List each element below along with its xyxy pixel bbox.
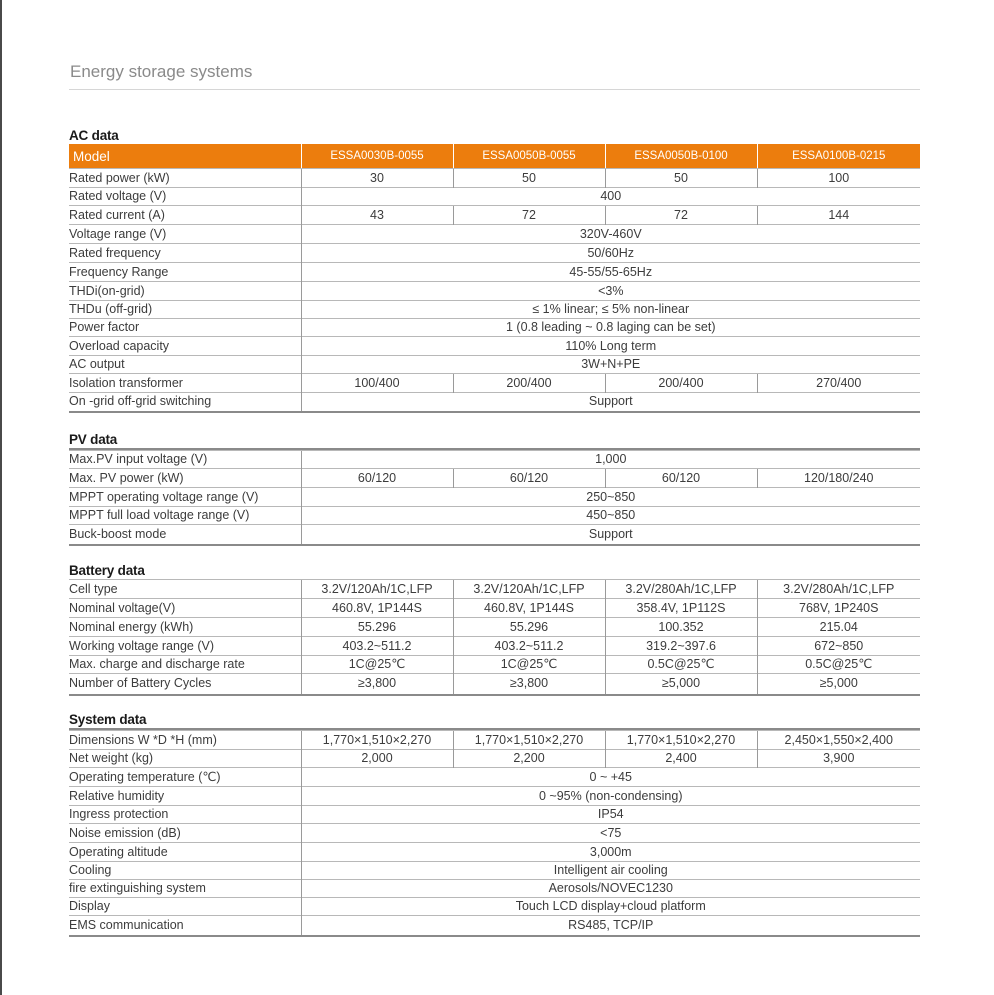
spec-value: 2,200: [453, 750, 605, 768]
spec-row: [69, 768, 920, 787]
spec-label: Operating altitude: [69, 843, 301, 862]
spec-label: Rated power (kW): [69, 169, 301, 188]
spec-value: ≥5,000: [605, 674, 757, 694]
ac-data-section: [69, 128, 920, 413]
spec-value: 0.5C@25℃: [605, 656, 757, 674]
spec-value: 45-55/55-65Hz: [301, 263, 920, 282]
spec-row: [69, 618, 920, 637]
spec-value: Touch LCD display+cloud platform: [301, 898, 920, 916]
spec-value: 30: [301, 169, 453, 188]
spec-label: Nominal energy (kWh): [69, 618, 301, 637]
spec-row: [69, 599, 920, 618]
title-divider: [69, 89, 920, 90]
ac-data-rows: [69, 168, 920, 411]
spec-label: Relative humidity: [69, 787, 301, 806]
spec-value: 144: [757, 206, 920, 225]
spec-row: [69, 916, 920, 935]
spec-value: 200/400: [605, 374, 757, 393]
spec-label: On -grid off-grid switching: [69, 393, 301, 411]
spec-value: 55.296: [301, 618, 453, 637]
spec-value: 1,000: [301, 451, 920, 469]
spec-label: Dimensions W *D *H (mm): [69, 731, 301, 750]
spec-value: 3.2V/120Ah/1C,LFP: [453, 580, 605, 599]
spec-row: [69, 337, 920, 356]
spec-value: 450~850: [301, 507, 920, 525]
spec-value: 3,900: [757, 750, 920, 768]
spec-row: [69, 880, 920, 898]
spec-value: <75: [301, 824, 920, 843]
spec-value: 2,450×1,550×2,400: [757, 731, 920, 750]
ac-data-table: [69, 144, 920, 168]
spec-label: Rated frequency: [69, 244, 301, 263]
spec-value: 320V-460V: [301, 225, 920, 244]
spec-value: 50: [605, 169, 757, 188]
spec-label: Operating temperature (℃): [69, 768, 301, 787]
spec-value: 672~850: [757, 637, 920, 656]
spec-value: Support: [301, 393, 920, 411]
spec-row: [69, 862, 920, 880]
spec-label: Display: [69, 898, 301, 916]
spec-label: MPPT operating voltage range (V): [69, 488, 301, 507]
spec-row: [69, 451, 920, 469]
spec-label: THDi(on-grid): [69, 282, 301, 301]
spec-label: Number of Battery Cycles: [69, 674, 301, 694]
spec-row: [69, 580, 920, 599]
spec-label: fire extinguishing system: [69, 880, 301, 898]
spec-row: [69, 787, 920, 806]
spec-value: 768V, 1P240S: [757, 599, 920, 618]
spec-row: [69, 469, 920, 488]
spec-value: 1,770×1,510×2,270: [605, 731, 757, 750]
spec-label: Ingress protection: [69, 806, 301, 824]
spec-label: Rated voltage (V): [69, 188, 301, 206]
spec-value: 60/120: [453, 469, 605, 488]
spec-value: IP54: [301, 806, 920, 824]
spec-row: [69, 244, 920, 263]
spec-label: Frequency Range: [69, 263, 301, 282]
spec-label: Isolation transformer: [69, 374, 301, 393]
spec-value: 60/120: [605, 469, 757, 488]
spec-value: 55.296: [453, 618, 605, 637]
spec-value: 110% Long term: [301, 337, 920, 356]
spec-value: Support: [301, 525, 920, 544]
spec-label: MPPT full load voltage range (V): [69, 507, 301, 525]
spec-value: 250~850: [301, 488, 920, 507]
spec-value: 100.352: [605, 618, 757, 637]
spec-row: [69, 843, 920, 862]
section-bottom-rule: [69, 694, 920, 696]
spec-value: 2,000: [301, 750, 453, 768]
model-header-row: [69, 144, 920, 168]
section-title: System data: [69, 712, 147, 727]
spec-label: Voltage range (V): [69, 225, 301, 244]
battery-data-rows: [69, 579, 920, 694]
spec-value: 60/120: [301, 469, 453, 488]
spec-label: Max. PV power (kW): [69, 469, 301, 488]
spec-value: 50/60Hz: [301, 244, 920, 263]
section-title: AC data: [69, 128, 119, 143]
section-bottom-rule: [69, 935, 920, 937]
model-name: ESSA0050B-0055: [453, 144, 605, 168]
spec-row: [69, 188, 920, 206]
spec-row: [69, 356, 920, 374]
spec-value: Aerosols/NOVEC1230: [301, 880, 920, 898]
spec-value: ≥3,800: [301, 674, 453, 694]
spec-value: 43: [301, 206, 453, 225]
spec-value: 120/180/240: [757, 469, 920, 488]
spec-value: 1,770×1,510×2,270: [301, 731, 453, 750]
section-title: Battery data: [69, 563, 145, 578]
spec-value: 319.2~397.6: [605, 637, 757, 656]
spec-value: 3.2V/120Ah/1C,LFP: [301, 580, 453, 599]
spec-value: 50: [453, 169, 605, 188]
spec-value: 100/400: [301, 374, 453, 393]
spec-value: 0 ~ +45: [301, 768, 920, 787]
spec-label: Nominal voltage(V): [69, 599, 301, 618]
spec-value: ≥3,800: [453, 674, 605, 694]
spec-value: 1C@25℃: [453, 656, 605, 674]
spec-label: THDu (off-grid): [69, 301, 301, 319]
spec-label: Overload capacity: [69, 337, 301, 356]
spec-row: [69, 282, 920, 301]
spec-value: <3%: [301, 282, 920, 301]
page-title: Energy storage systems: [70, 62, 253, 81]
spec-row: [69, 731, 920, 750]
spec-value: 100: [757, 169, 920, 188]
spec-value: 460.8V, 1P144S: [453, 599, 605, 618]
spec-row: [69, 750, 920, 768]
spec-row: [69, 898, 920, 916]
section-bottom-rule: [69, 411, 920, 413]
spec-row: [69, 507, 920, 525]
section-bottom-rule: [69, 544, 920, 546]
battery-data-section: [69, 563, 920, 696]
spec-value: 3,000m: [301, 843, 920, 862]
pv-data-rows: [69, 450, 920, 544]
spec-value: 403.2~511.2: [301, 637, 453, 656]
spec-row: [69, 637, 920, 656]
system-data-section: [69, 712, 920, 937]
spec-value: 72: [453, 206, 605, 225]
spec-row: [69, 525, 920, 544]
spec-row: [69, 488, 920, 507]
spec-value: 3.2V/280Ah/1C,LFP: [605, 580, 757, 599]
spec-row: [69, 319, 920, 337]
spec-row: [69, 225, 920, 244]
spec-label: Noise emission (dB): [69, 824, 301, 843]
spec-value: 3.2V/280Ah/1C,LFP: [757, 580, 920, 599]
spec-value: Intelligent air cooling: [301, 862, 920, 880]
spec-value: 1 (0.8 leading ~ 0.8 laging can be set): [301, 319, 920, 337]
spec-value: 0.5C@25℃: [757, 656, 920, 674]
model-name: ESSA0050B-0100: [605, 144, 757, 168]
spec-label: Max. charge and discharge rate: [69, 656, 301, 674]
spec-row: [69, 169, 920, 188]
pv-data-section: [69, 432, 920, 546]
spec-value: 270/400: [757, 374, 920, 393]
model-label: Model: [69, 144, 301, 168]
spec-row: [69, 263, 920, 282]
spec-label: Rated current (A): [69, 206, 301, 225]
spec-value: ≥5,000: [757, 674, 920, 694]
spec-value: 1C@25℃: [301, 656, 453, 674]
spec-row: [69, 674, 920, 694]
spec-label: Working voltage range (V): [69, 637, 301, 656]
system-data-rows: [69, 730, 920, 935]
spec-label: Net weight (kg): [69, 750, 301, 768]
spec-row: [69, 656, 920, 674]
spec-label: EMS communication: [69, 916, 301, 935]
model-name: ESSA0100B-0215: [757, 144, 920, 168]
spec-value: 400: [301, 188, 920, 206]
spec-row: [69, 824, 920, 843]
spec-value: 3W+N+PE: [301, 356, 920, 374]
spec-value: RS485, TCP/IP: [301, 916, 920, 935]
spec-value: 1,770×1,510×2,270: [453, 731, 605, 750]
spec-label: AC output: [69, 356, 301, 374]
spec-label: Cell type: [69, 580, 301, 599]
page-edge-line: [0, 0, 2, 995]
spec-row: [69, 806, 920, 824]
spec-label: Cooling: [69, 862, 301, 880]
spec-row: [69, 374, 920, 393]
spec-value: 403.2~511.2: [453, 637, 605, 656]
spec-value: 200/400: [453, 374, 605, 393]
spec-label: Power factor: [69, 319, 301, 337]
spec-value: ≤ 1% linear; ≤ 5% non-linear: [301, 301, 920, 319]
spec-label: Max.PV input voltage (V): [69, 451, 301, 469]
spec-value: 460.8V, 1P144S: [301, 599, 453, 618]
spec-value: 2,400: [605, 750, 757, 768]
spec-value: 215.04: [757, 618, 920, 637]
spec-row: [69, 393, 920, 411]
model-name: ESSA0030B-0055: [301, 144, 453, 168]
section-title: PV data: [69, 432, 118, 447]
spec-row: [69, 301, 920, 319]
spec-value: 358.4V, 1P112S: [605, 599, 757, 618]
spec-value: 0 ~95% (non-condensing): [301, 787, 920, 806]
spec-value: 72: [605, 206, 757, 225]
spec-row: [69, 206, 920, 225]
spec-label: Buck-boost mode: [69, 525, 301, 544]
